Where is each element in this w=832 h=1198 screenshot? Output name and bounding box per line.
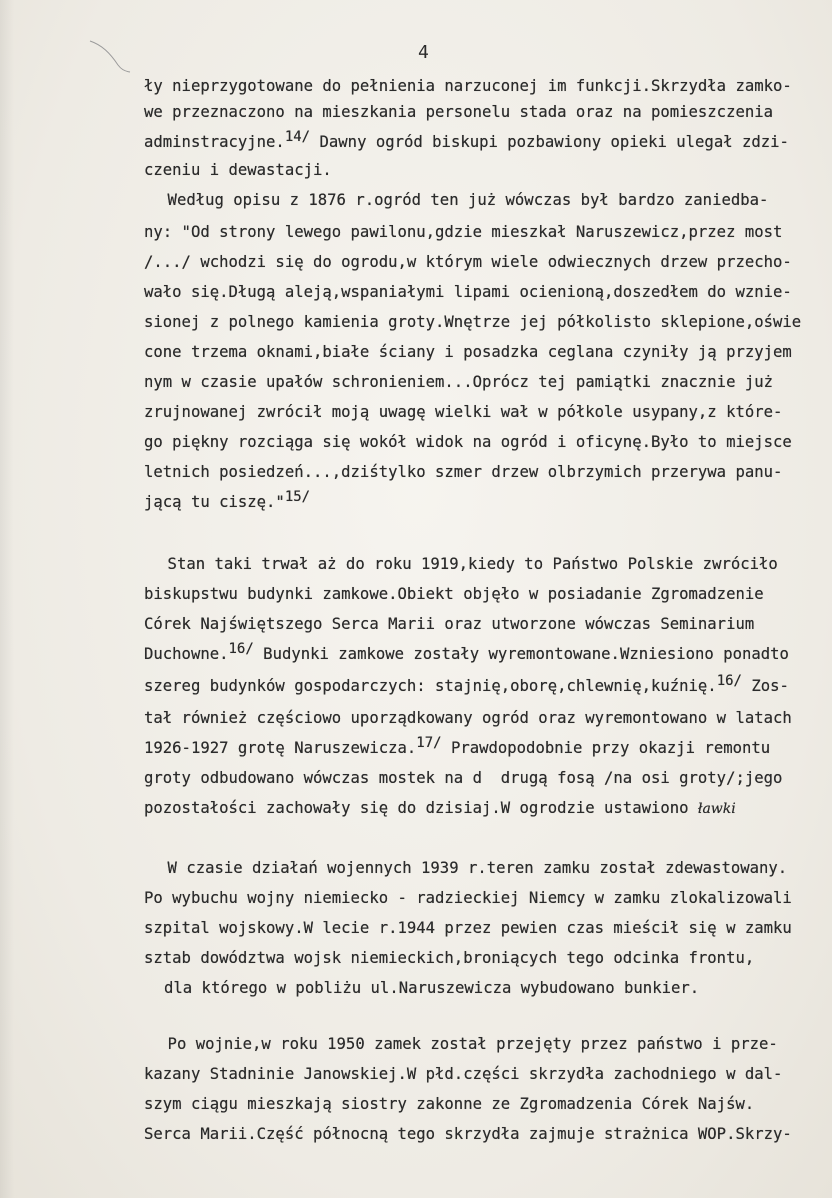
line-text: Serca Marii.Część północną tego skrzydła zajmuje strażnica WOP.Skrzy- (144, 1125, 792, 1143)
text-line (144, 489, 311, 512)
line-text: wało się.Długą aleją,wspaniałymi lipami ocienioną,doszedłem do wznie- (144, 283, 792, 301)
page-number: 4 (418, 42, 429, 63)
text-line (144, 614, 754, 634)
line-text: Po wybuchu wojny niemiecko - radzieckiej Niemcy w zamku zlokalizowali (144, 889, 792, 907)
text-line (144, 735, 771, 758)
line-text: szpital wojskowy.W lecie r.1944 przez pewien czas mieścił się w zamku (144, 919, 792, 937)
line-text: Córek Najświętszego Serca Marii oraz utworzone wówczas Seminarium (144, 615, 755, 633)
text-line (130, 858, 787, 878)
line-text: dla którego w pobliżu ul.Naruszewicza wybudowano bunkier. (164, 979, 700, 997)
text-line (144, 708, 792, 728)
text-line (144, 768, 782, 788)
text-line (144, 282, 792, 302)
line-text: kazany Stadninie Janowskiej.W płd.części skrzydła zachodniego w dal- (144, 1065, 783, 1083)
line-text: W czasie działań wojennych 1939 r.teren zamku został zdewastowany. (130, 859, 788, 877)
text-line (144, 948, 754, 968)
text-line (144, 584, 764, 604)
line-text-continued: Dawny ogród biskupi pozbawiony opieki ulegał zdzi- (310, 133, 789, 151)
text-line (144, 160, 332, 180)
line-text-continued: Budynki zamkowe zostały wyremontowane.Wzniesiono ponadto (253, 645, 789, 663)
text-line (164, 978, 699, 998)
text-line (144, 252, 792, 272)
footnote-marker: 15/ (284, 489, 311, 505)
line-text: /.../ wchodzi się do ogrodu,w którym wiele odwiecznych drzew przecho- (144, 253, 792, 271)
text-line (144, 462, 782, 482)
text-line (144, 402, 782, 422)
text-line (144, 798, 736, 819)
line-text: go piękny rozciąga się wokół widok na ogród i oficynę.Było to miejsce (144, 433, 792, 451)
line-text: cone trzema oknami,białe ściany i posadzka ceglana czyniły ją przyjem (144, 343, 792, 361)
text-line (144, 1064, 782, 1084)
line-text: Stan taki trwał aż do roku 1919,kiedy to Państwo Polskie zwróciło (130, 555, 778, 573)
line-text: ły nieprzygotowane do pełnienia narzuconej im funkcji.Skrzydła zamko- (144, 77, 792, 95)
text-line (144, 673, 789, 696)
line-text: tał również częściowo uporządkowany ogród oraz wyremontowano w latach (144, 709, 792, 727)
line-text: pozostałości zachowały się do dzisiaj.W ogrodzie ustawiono (144, 799, 698, 817)
text-line (144, 102, 773, 122)
footnote-marker: 14/ (284, 129, 311, 145)
line-text: biskupstwu budynki zamkowe.Obiekt objęło w posiadanie Zgromadzenie (144, 585, 764, 603)
line-text: szereg budynków gospodarczych: stajnię,oborę,chlewnię,kuźnię. (144, 677, 717, 695)
footnote-marker: 16/ (716, 673, 742, 689)
line-text: zrujnowanej zwrócił moją uwagę wielki wał w półkole usypany,z które- (144, 403, 783, 421)
line-text: jącą tu ciszę." (144, 493, 285, 511)
line-text-continued: Zos- (741, 677, 789, 695)
line-text: we przeznaczono na mieszkania personelu stada oraz na pomieszczenia (144, 103, 774, 121)
footnote-marker: 17/ (416, 735, 442, 751)
text-line (144, 129, 789, 152)
text-line (130, 554, 778, 574)
line-text: Po wojnie,w roku 1950 zamek został przejęty przez państwo i prze- (130, 1035, 778, 1053)
handwritten-annotation: ławki (697, 801, 736, 817)
pencil-mark (88, 35, 148, 75)
text-line (144, 372, 773, 392)
text-line (130, 1034, 778, 1054)
line-text-continued: Prawdopodobnie przy okazji remontu (441, 739, 771, 757)
line-text: groty odbudowano wówczas mostek na d drugą fosą /na osi groty/;jego (144, 769, 783, 787)
text-line (144, 76, 792, 96)
text-line (144, 222, 782, 242)
line-text: szym ciągu mieszkają siostry zakonne ze Zgromadzenia Córek Najśw. (144, 1095, 755, 1113)
text-line (144, 888, 792, 908)
line-text: czeniu i dewastacji. (144, 161, 332, 179)
scan-edge-shadow (0, 0, 14, 1198)
line-text: nym w czasie upałów schronieniem...Oprócz tej pamiątki znacznie już (144, 373, 774, 391)
line-text: sztab dowództwa wojsk niemieckich,broniących tego odcinka frontu, (144, 949, 755, 967)
line-text: ny: "Od strony lewego pawilonu,gdzie mieszkał Naruszewicz,przez most (144, 223, 783, 241)
line-text: 1926-1927 grotę Naruszewicza. (144, 739, 417, 757)
line-text: sionej z polnego kamienia groty.Wnętrze jej półkolisto sklepione,oświe (144, 313, 802, 331)
text-line (144, 432, 792, 452)
text-line (130, 190, 768, 210)
footnote-marker: 16/ (228, 641, 254, 657)
text-line (144, 918, 792, 938)
text-line (144, 641, 789, 664)
line-text: letnich posiedzeń...,dziśtylko szmer drzew olbrzymich przerywa panu- (144, 463, 783, 481)
line-text: adminstracyjne. (144, 133, 285, 151)
text-line (144, 342, 792, 362)
line-text: Według opisu z 1876 r.ogród ten już wówczas był bardzo zaniedba- (130, 191, 769, 209)
text-line (144, 1094, 754, 1114)
line-text: Duchowne. (144, 645, 229, 663)
text-line (144, 1124, 792, 1144)
text-line (144, 312, 801, 332)
